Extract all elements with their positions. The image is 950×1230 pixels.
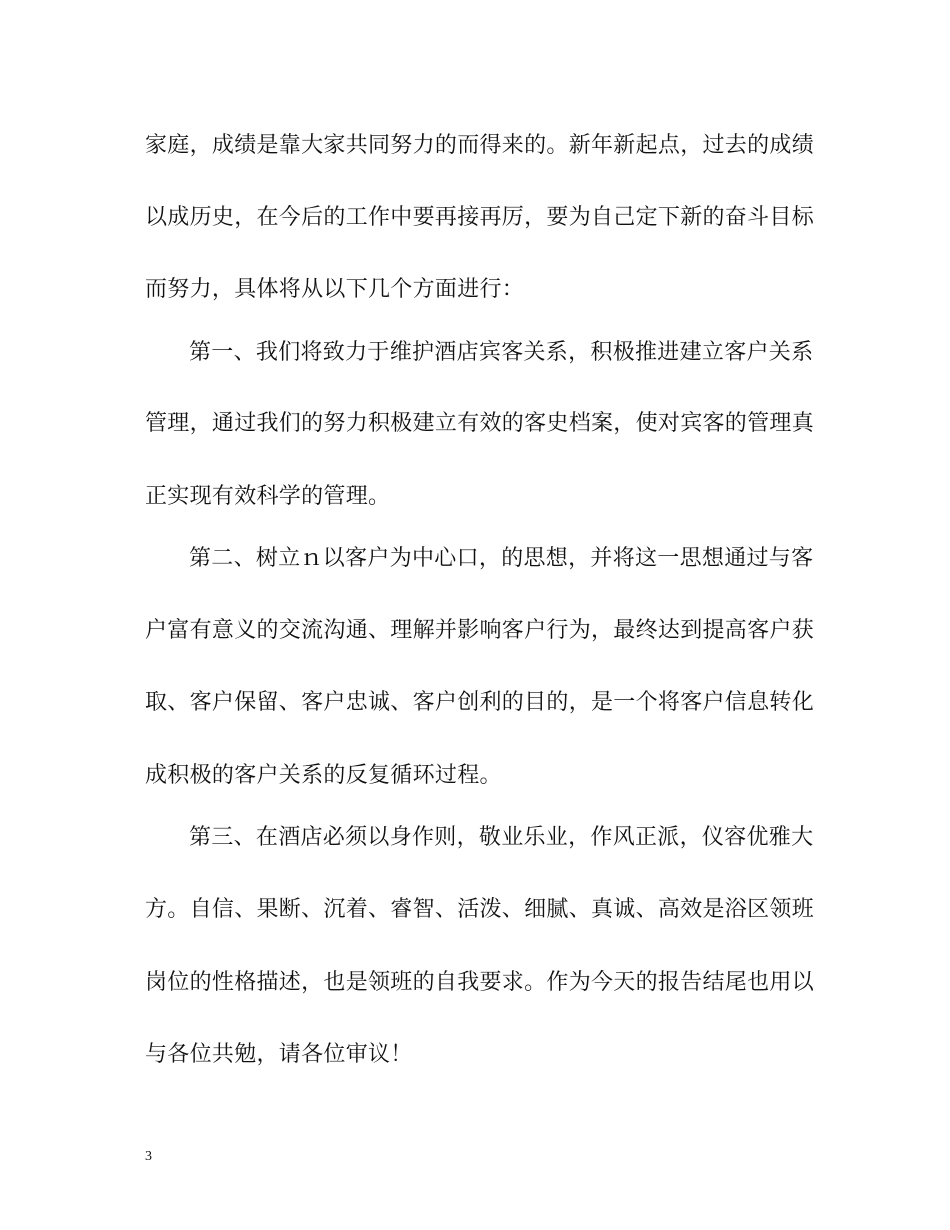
paragraph-line: 岗位的性格描述，也是领班的自我要求。作为今天的报告结尾也用以 <box>145 970 815 995</box>
paragraph-line: 户富有意义的交流沟通、理解并影响客户行为，最终达到提高客户获 <box>145 618 815 643</box>
paragraph-line: 家庭，成绩是靠大家共同努力的而得来的。新年新起点，过去的成绩 <box>145 133 815 158</box>
paragraph-line: 第三、在酒店必须以身作则，敬业乐业，作风正派，仪容优雅大 <box>189 825 814 850</box>
page-number: 3 <box>145 1149 152 1164</box>
paragraph-line: 与各位共勉，请各位审议！ <box>145 1042 413 1067</box>
paragraph-line: 以成历史，在今后的工作中要再接再厉，要为自己定下新的奋斗目标 <box>145 205 815 230</box>
paragraph-line: 成积极的客户关系的反复循环过程。 <box>145 763 502 788</box>
paragraph-line: 第一、我们将致力于维护酒店宾客关系，积极推进建立客户关系 <box>189 340 814 365</box>
paragraph-line: 第二、树立ｎ以客户为中心口，的思想，并将这一思想通过与客 <box>189 546 814 571</box>
paragraph-line: 正实现有效科学的管理。 <box>145 484 391 509</box>
paragraph-line: 取、客户保留、客户忠诚、客户创利的目的，是一个将客户信息转化 <box>145 690 815 715</box>
paragraph-line: 管理，通过我们的努力积极建立有效的客史档案，使对宾客的管理真 <box>145 411 815 436</box>
paragraph-line: 方。自信、果断、沉着、睿智、活泼、细腻、真诚、高效是浴区领班 <box>145 897 815 922</box>
paragraph-line: 而努力，具体将从以下几个方面进行： <box>145 277 525 302</box>
